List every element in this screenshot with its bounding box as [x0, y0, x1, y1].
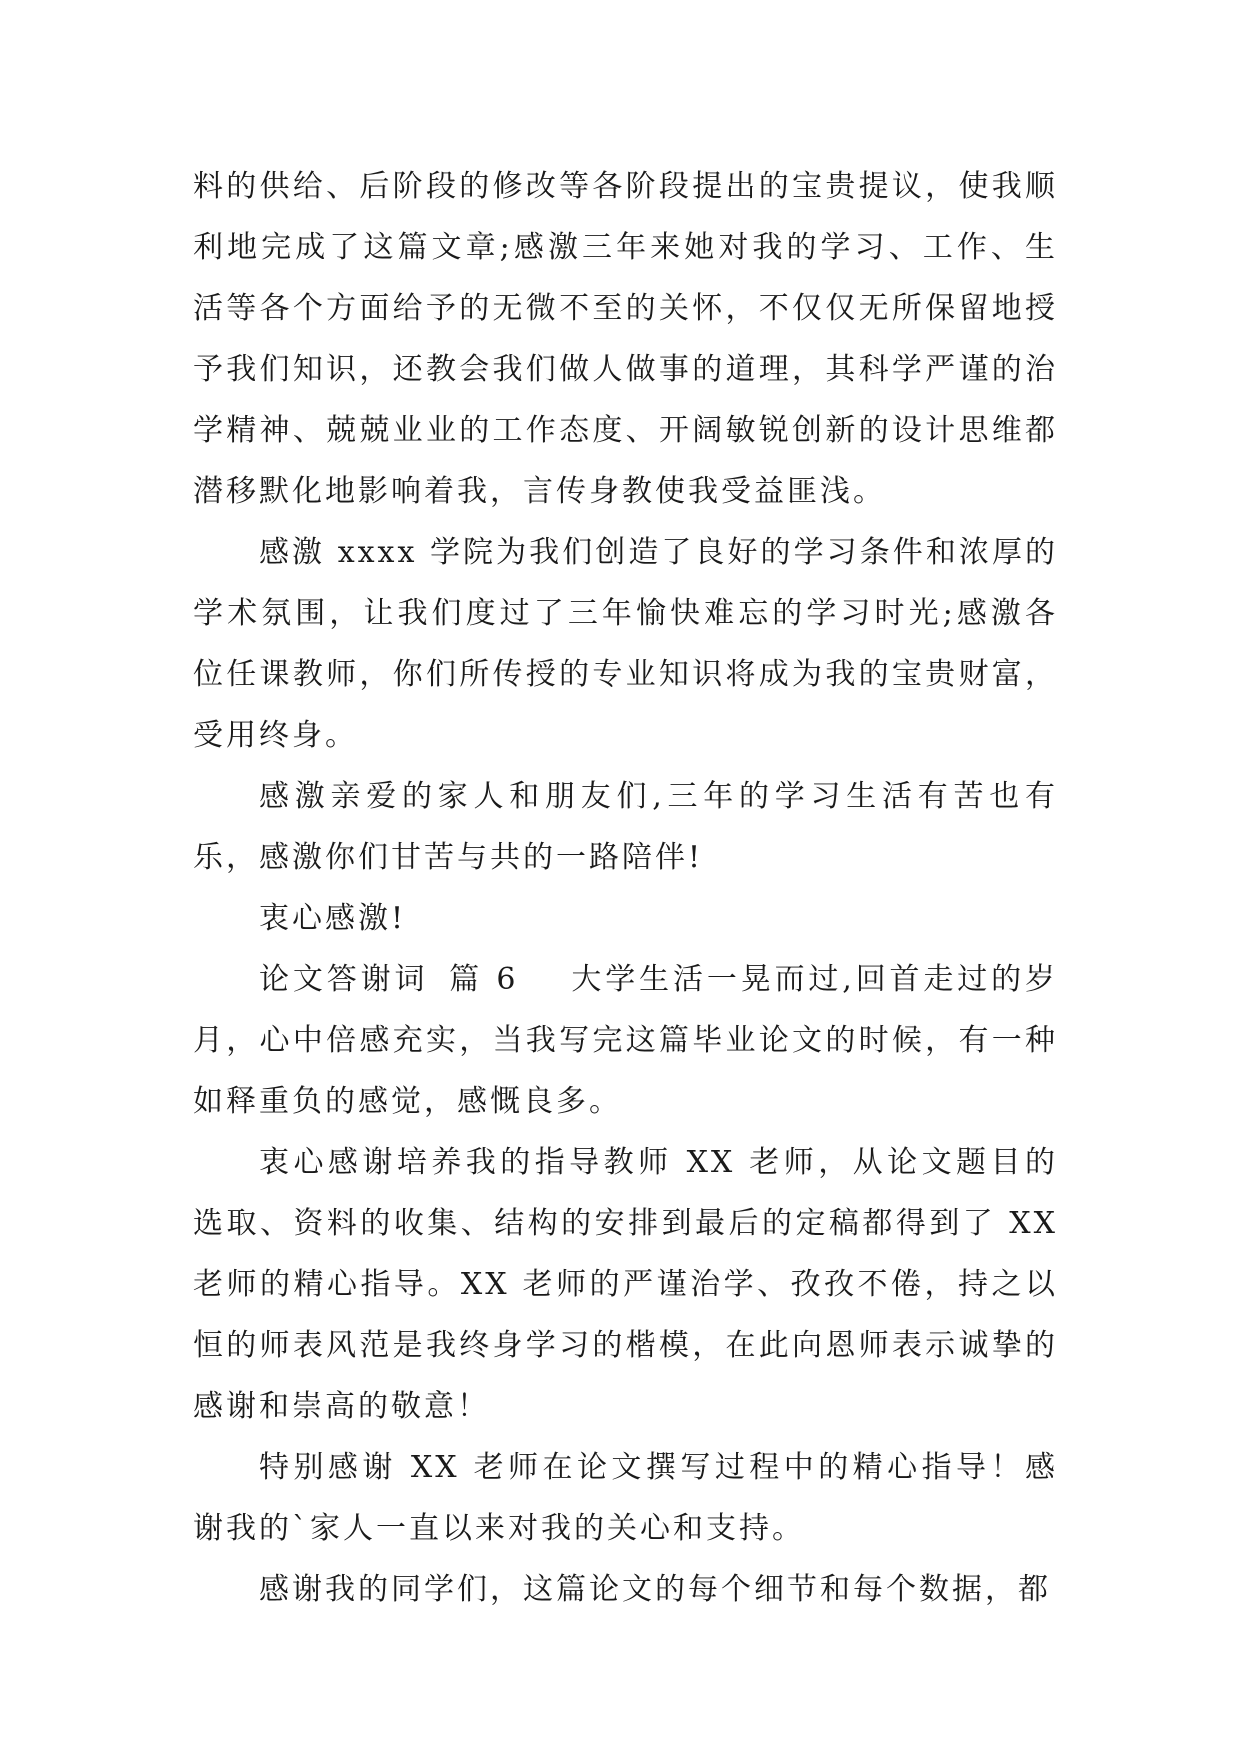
body-text — [193, 156, 1058, 1620]
paragraph-classmates-thanks: 感谢我的同学们，这篇论文的每个细节和每个数据，都 — [259, 1572, 1051, 1607]
paragraph-closing: 衷心感激! — [259, 901, 407, 936]
section-6-intro-text: 大学生活一晃而过,回首走过的岁月，心中倍感充实，当我写完这篇毕业论文的时候，有一种如释重负的感觉，感慨良多。 — [193, 962, 1058, 1119]
paragraph-college-thanks: 感激 xxxx 学院为我们创造了良好的学习条件和浓厚的学术氛围，让我们度过了三年愉快难忘的学习时光;感激各位任课教师，你们所传授的专业知识将成为我的宝贵财富，受用终身。 — [193, 535, 1058, 753]
section-heading-number: 篇 6 — [448, 962, 519, 997]
paragraph-continuation: 料的供给、后阶段的修改等各阶段提出的宝贵提议，使我顺利地完成了这篇文章;感激三年来她对我的学习、工作、生活等各个方面给予的无微不至的关怀，不仅仅无所保留地授予我们知识，还教会我们做人做事的道理，其科学严谨的治学精神、兢兢业业的工作态度、开阔敏锐创新的设计思维都潜移默化地影响着我，言传身教使我受益匪浅。 — [193, 169, 1058, 509]
paragraph-special-thanks: 特别感谢 XX 老师在论文撰写过程中的精心指导！感谢我的`家人一直以来对我的关心和支持。 — [193, 1450, 1058, 1546]
section-heading-label: 论文答谢词 — [259, 962, 429, 997]
paragraph-family-thanks: 感激亲爱的家人和朋友们,三年的学习生活有苦也有乐，感激你们甘苦与共的一路陪伴! — [193, 779, 1058, 875]
paragraph-section-6 — [193, 949, 1058, 1132]
paragraph-advisor-thanks: 衷心感谢培养我的指导教师 XX 老师，从论文题目的选取、资料的收集、结构的安排到最后的定稿都得到了 XX 老师的精心指导。XX 老师的严谨治学、孜孜不倦，持之以恒的师表风范是我终身学习的楷模，在此向恩师表示诚挚的感谢和崇高的敬意！ — [193, 1145, 1058, 1424]
